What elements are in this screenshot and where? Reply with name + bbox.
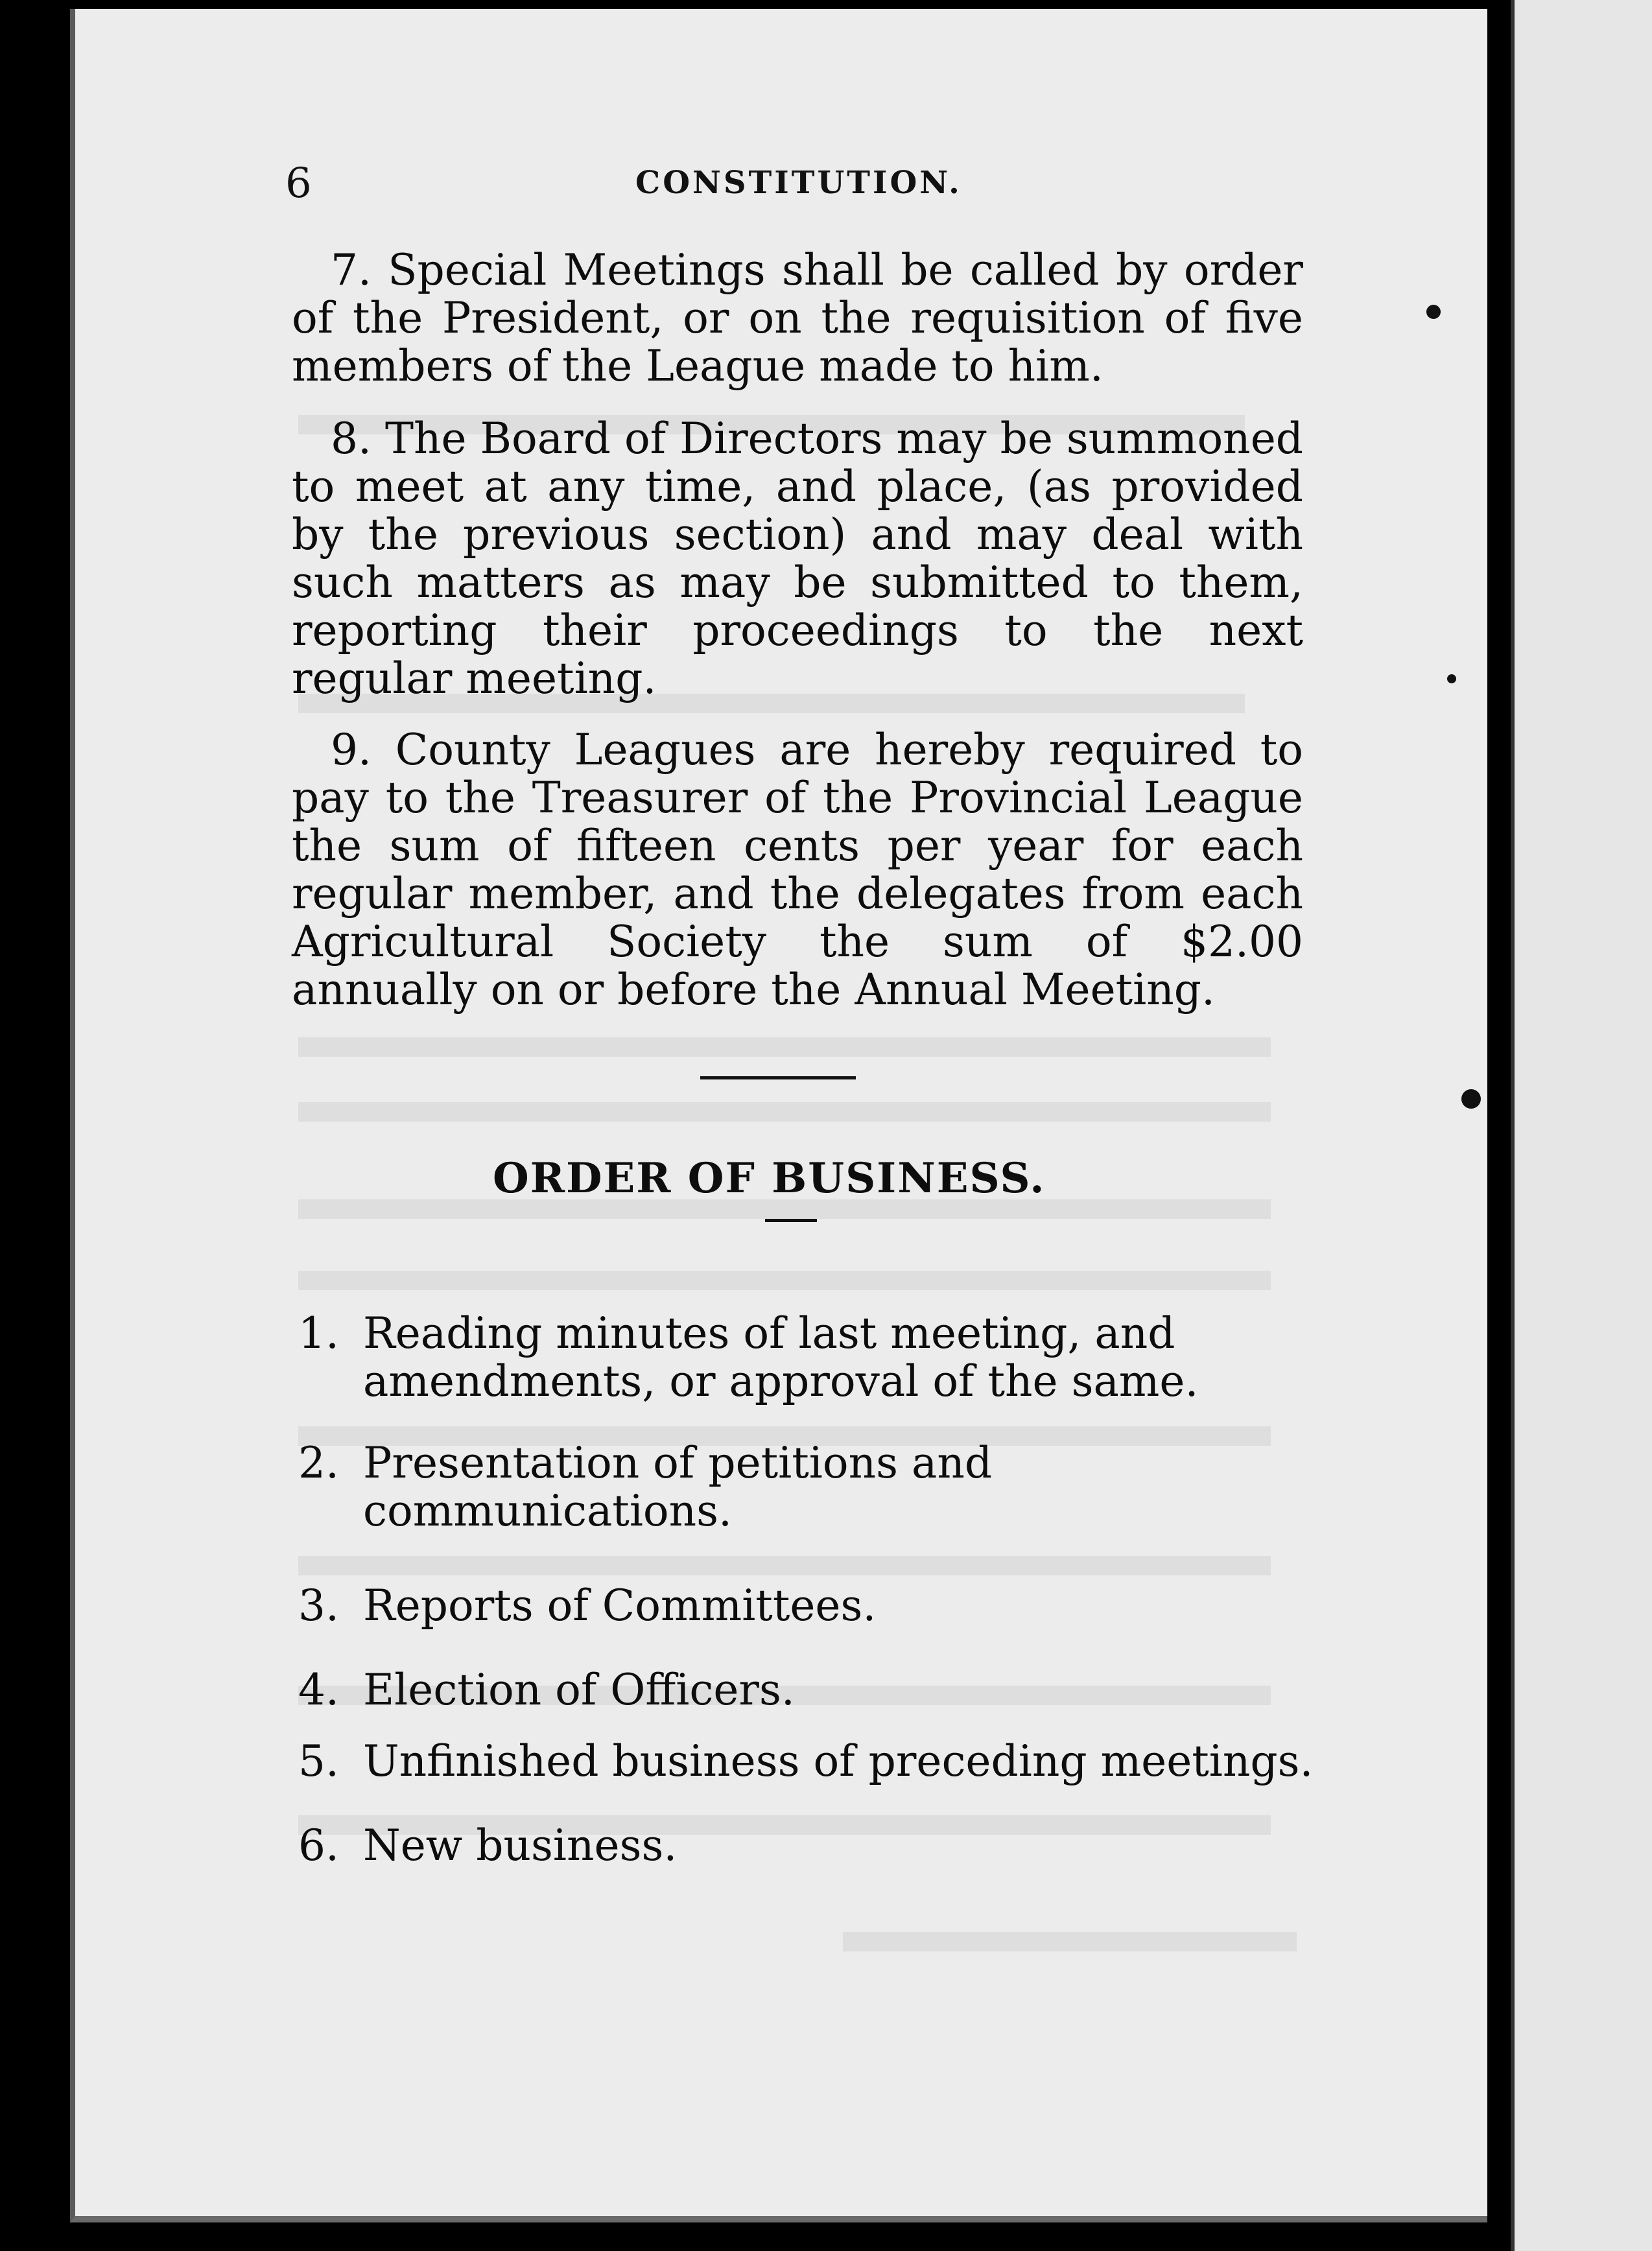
- bleed-through: [298, 1271, 1271, 1290]
- item-number: 3.: [298, 1581, 339, 1631]
- bleed-through: [298, 1102, 1271, 1122]
- item-text: Reports of Committees.: [363, 1581, 877, 1631]
- item-text: New business.: [363, 1821, 678, 1870]
- item-number: 1.: [298, 1308, 339, 1358]
- item-number: 4.: [298, 1665, 339, 1715]
- business-item-6: [298, 1822, 1349, 1870]
- bleed-through: [298, 1556, 1271, 1575]
- binding-hole: [1426, 305, 1441, 319]
- bleed-through: [843, 1932, 1297, 1951]
- binding-hole: [1461, 1089, 1481, 1109]
- paragraph-8: 8. The Board of Directors may be summoned to meet at any time, and place, (as provided by the previous section) and may deal with such matters as may be submitted to them, reporting their proceedings to the next regular meeting.: [292, 414, 1303, 703]
- item-text: Election of Officers.: [363, 1665, 795, 1715]
- item-number: 2.: [298, 1438, 339, 1488]
- section-title: ORDER OF BUSINESS.: [493, 1154, 1046, 1203]
- section-divider: [700, 1076, 856, 1079]
- item-text: Unfinished business of preceding meetings.: [363, 1736, 1314, 1786]
- item-number: 5.: [298, 1736, 339, 1786]
- facing-page-edge: [1511, 0, 1652, 2251]
- bleed-through: [298, 1037, 1271, 1057]
- page-gutter: [1487, 0, 1511, 2251]
- item-text: Presentation of petitions and communications.: [363, 1438, 993, 1536]
- business-item-1: [298, 1310, 1349, 1406]
- business-item-3: [298, 1582, 1349, 1630]
- running-title: CONSTITUTION.: [635, 165, 962, 201]
- page-number: 6: [285, 159, 312, 207]
- business-item-5: [298, 1738, 1349, 1785]
- binding-hole: [1447, 674, 1456, 683]
- item-text: Reading minutes of last meeting, and amendments, or approval of the same.: [363, 1308, 1199, 1406]
- item-number: 6.: [298, 1821, 339, 1870]
- business-item-4: [298, 1666, 1349, 1714]
- business-item-2: [298, 1439, 1349, 1535]
- page-header: [285, 156, 1387, 207]
- paragraph-7: 7. Special Meetings shall be called by order of the President, or on the requisition of five members of the League made to him.: [292, 245, 1303, 391]
- title-underline: [765, 1219, 817, 1222]
- paragraph-9: 9. County Leagues are hereby required to pay to the Treasurer of the Provincial League the sum of fifteen cents per year for each regular member, and the delegates from each Agricultural Society the sum of $2.00 annually on or before the Annual Meeting.: [292, 725, 1303, 1015]
